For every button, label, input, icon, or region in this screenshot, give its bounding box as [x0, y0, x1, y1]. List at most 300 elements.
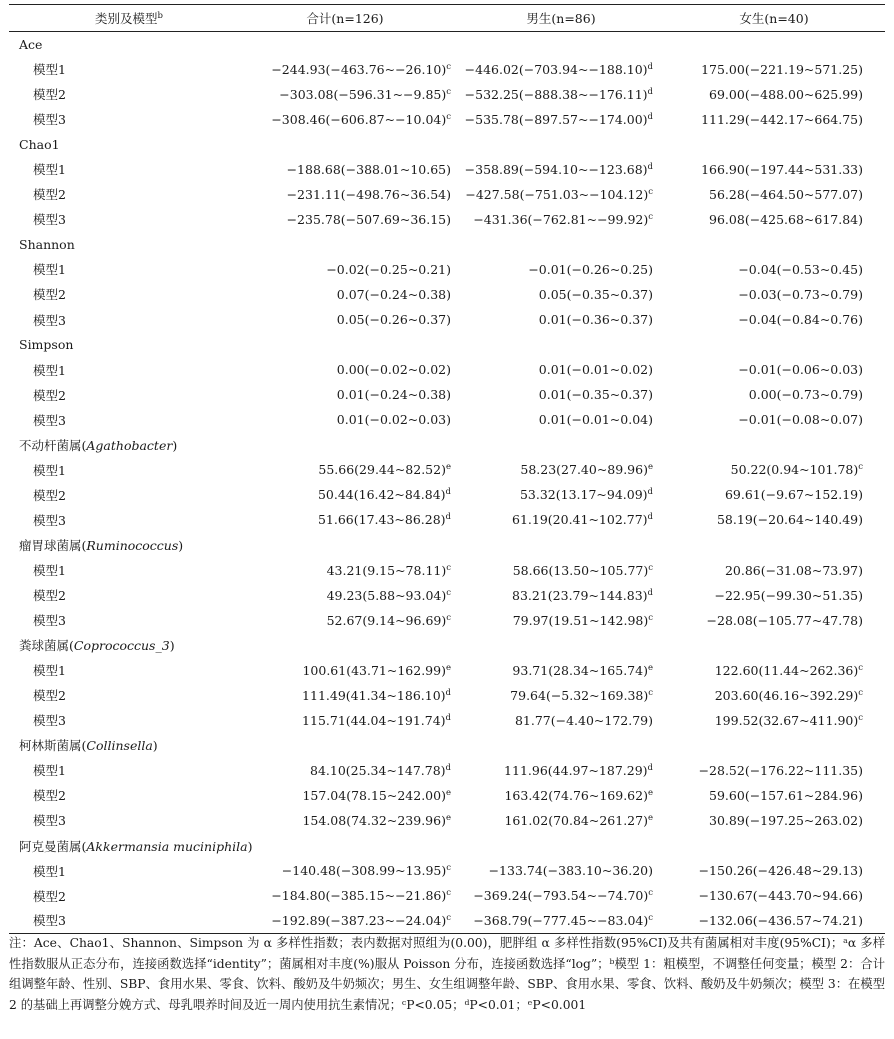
- model-label: 模型3: [33, 312, 66, 328]
- model-row: [9, 157, 885, 182]
- estimate-ci-value: 0.01(−0.35~0.37): [538, 387, 653, 403]
- male-value-cell: [459, 282, 663, 307]
- category-label: [9, 633, 885, 658]
- estimate-ci-value: 96.08(−425.68~617.84): [709, 211, 863, 227]
- female-value-cell: [663, 307, 885, 332]
- category-label: [9, 833, 885, 858]
- male-value-cell: [459, 783, 663, 808]
- estimate-ci-value: 81.77(−4.40~172.79): [514, 712, 653, 728]
- total-value-cell: [231, 783, 459, 808]
- significance-mark: e: [647, 787, 653, 798]
- model-row: [9, 858, 885, 883]
- significance-mark: d: [445, 712, 451, 723]
- estimate-ci-value: 50.22(0.94~101.78): [730, 462, 859, 478]
- male-value-cell: [459, 758, 663, 783]
- category-label: [9, 733, 885, 758]
- model-label: 模型1: [33, 62, 66, 78]
- female-value-cell: [663, 658, 885, 683]
- total-value-cell: [231, 382, 459, 407]
- male-value-cell: [459, 57, 663, 82]
- estimate-ci-value: 69.61(−9.67~152.19): [724, 487, 863, 503]
- model-row: [9, 257, 885, 282]
- male-value-cell: [459, 182, 663, 207]
- female-value-cell: [663, 207, 885, 232]
- total-value-cell: [231, 107, 459, 132]
- estimate-ci-value: 166.90(−197.44~531.33): [701, 161, 863, 177]
- estimate-ci-value: 122.60(11.44~262.36): [714, 662, 859, 678]
- estimate-ci-value: −308.46(−606.87~−10.04): [271, 111, 447, 127]
- estimate-ci-value: 199.52(32.67~411.90): [714, 712, 859, 728]
- model-label: 模型3: [33, 112, 66, 128]
- estimate-ci-value: 55.66(29.44~82.52): [318, 462, 446, 478]
- category-label: [9, 32, 885, 57]
- male-value-cell: [459, 257, 663, 282]
- male-value-cell: [459, 507, 663, 532]
- estimate-ci-value: −358.89(−594.10~−123.68): [464, 161, 648, 177]
- female-value-cell: [663, 482, 885, 507]
- estimate-ci-value: 163.42(74.76~169.62): [504, 787, 648, 803]
- estimate-ci-value: 0.00(−0.02~0.02): [336, 362, 451, 378]
- model-row: [9, 407, 885, 432]
- estimate-ci-value: 111.49(41.34~186.10): [302, 687, 446, 703]
- estimate-ci-value: 0.01(−0.36~0.37): [538, 312, 653, 328]
- estimate-ci-value: 51.66(17.43~86.28): [317, 512, 446, 528]
- estimate-ci-value: 0.01(−0.01~0.04): [538, 412, 653, 428]
- model-row: [9, 808, 885, 833]
- significance-mark: d: [445, 512, 451, 523]
- significance-mark: d: [647, 86, 653, 97]
- female-value-cell: [663, 382, 885, 407]
- model-label: 模型2: [33, 588, 66, 604]
- estimate-ci-value: −0.01(−0.08~0.07): [738, 412, 863, 428]
- model-label: 模型2: [33, 487, 66, 503]
- female-value-cell: [663, 783, 885, 808]
- category-latin-name: Collinsella: [86, 738, 153, 754]
- female-value-cell: [663, 557, 885, 582]
- total-value-cell: [231, 683, 459, 708]
- model-row: [9, 57, 885, 82]
- category-name-end: ): [172, 437, 178, 453]
- estimate-ci-value: −427.58(−751.03~−104.12): [465, 186, 649, 202]
- significance-mark: c: [648, 211, 653, 222]
- model-label: 模型3: [33, 813, 66, 829]
- header-category-model: [9, 5, 231, 32]
- total-value-cell: [231, 82, 459, 107]
- female-value-cell: [663, 708, 885, 733]
- model-label: 模型3: [33, 212, 66, 228]
- significance-mark: c: [648, 888, 653, 899]
- total-value-cell: [231, 658, 459, 683]
- estimate-ci-value: 52.67(9.14~96.69): [326, 612, 447, 628]
- significance-mark: c: [858, 662, 863, 673]
- estimate-ci-value: −244.93(−463.76~−26.10): [271, 61, 447, 77]
- significance-mark: d: [647, 487, 653, 498]
- female-value-cell: [663, 357, 885, 382]
- significance-mark: d: [445, 762, 451, 773]
- estimate-ci-value: 0.01(−0.24~0.38): [336, 387, 451, 403]
- female-value-cell: [663, 858, 885, 883]
- estimate-ci-value: 203.60(46.16~392.29): [714, 687, 859, 703]
- category-name: Simpson: [19, 337, 74, 353]
- total-value-cell: [231, 583, 459, 608]
- estimate-ci-value: 0.00(−0.73~0.79): [748, 387, 863, 403]
- model-label: 模型1: [33, 162, 66, 178]
- category-row: [9, 432, 885, 457]
- male-value-cell: [459, 457, 663, 482]
- category-label: [9, 132, 885, 157]
- total-value-cell: [231, 507, 459, 532]
- significance-mark: d: [647, 762, 653, 773]
- estimate-ci-value: 0.05(−0.35~0.37): [538, 286, 653, 302]
- category-row: [9, 532, 885, 557]
- header-row: [9, 5, 885, 32]
- significance-mark: e: [647, 812, 653, 823]
- model-label: 模型3: [9, 908, 231, 933]
- model-label: 模型2: [33, 287, 66, 303]
- total-value-cell: [231, 557, 459, 582]
- male-value-cell: [459, 708, 663, 733]
- estimate-ci-value: −431.36(−762.81~−99.92): [473, 211, 649, 227]
- model-row: [9, 482, 885, 507]
- total-value-cell: [231, 157, 459, 182]
- significance-mark: c: [648, 612, 653, 623]
- header-total: 合计(n=126): [231, 5, 459, 32]
- category-latin-name: Agathobacter: [86, 437, 173, 453]
- male-value-cell: [459, 658, 663, 683]
- estimate-ci-value: 115.71(44.04~191.74): [302, 712, 446, 728]
- significance-mark: c: [446, 86, 451, 97]
- model-row: [9, 182, 885, 207]
- significance-mark: c: [446, 863, 451, 874]
- estimate-ci-value: 53.32(13.17~94.09): [519, 487, 648, 503]
- significance-mark: e: [445, 787, 451, 798]
- estimate-ci-value: 56.28(−464.50~577.07): [709, 186, 863, 202]
- header-male: 男生(n=86): [459, 5, 663, 32]
- model-row: [9, 608, 885, 633]
- male-value-cell: [459, 107, 663, 132]
- significance-mark: c: [648, 562, 653, 573]
- model-row: [9, 883, 885, 908]
- significance-mark: c: [648, 186, 653, 197]
- model-label: 模型2: [33, 788, 66, 804]
- male-value-cell: [459, 82, 663, 107]
- male-value-cell: [459, 207, 663, 232]
- model-label: 模型3: [33, 613, 66, 629]
- male-value-cell: [459, 683, 663, 708]
- model-row: [9, 683, 885, 708]
- estimate-ci-value: 0.07(−0.24~0.38): [336, 286, 451, 302]
- estimate-ci-value: 157.04(78.15~242.00): [302, 787, 446, 803]
- significance-mark: e: [647, 662, 653, 673]
- model-label: 模型1: [33, 763, 66, 779]
- significance-mark: c: [446, 587, 451, 598]
- category-name-end: ): [178, 537, 184, 553]
- estimate-ci-value: −140.48(−308.99~13.95): [281, 863, 447, 879]
- total-value-cell: [231, 482, 459, 507]
- category-name: 瘤胃球菌属(: [19, 537, 87, 553]
- significance-mark: c: [858, 712, 863, 723]
- estimate-ci-value: 0.05(−0.26~0.37): [336, 312, 451, 328]
- male-value-cell: [459, 407, 663, 432]
- estimate-ci-value: 30.89(−197.25~263.02): [709, 812, 863, 828]
- estimate-ci-value: 79.64(−5.32~169.38): [510, 687, 649, 703]
- model-label: 模型1: [33, 563, 66, 578]
- model-row: [9, 382, 885, 407]
- category-label: [9, 432, 885, 457]
- category-label: [9, 332, 885, 357]
- estimate-ci-value: −535.78(−897.57~−174.00): [464, 111, 648, 127]
- category-row: [9, 733, 885, 758]
- total-value-cell: [231, 457, 459, 482]
- estimate-ci-value: −235.78(−507.69~36.15): [286, 211, 451, 227]
- category-name: Chao1: [19, 136, 60, 152]
- estimate-ci-value: 0.01(−0.01~0.02): [538, 362, 653, 378]
- significance-mark: d: [445, 487, 451, 498]
- significance-mark: e: [445, 662, 451, 673]
- model-label: 模型2: [33, 888, 66, 904]
- table-header: [9, 5, 885, 32]
- estimate-ci-value: −303.08(−596.31~−9.85): [279, 86, 447, 102]
- estimate-ci-value: −0.01(−0.26~0.25): [528, 261, 653, 277]
- significance-mark: c: [446, 562, 451, 573]
- estimate-ci-value: −22.95(−99.30~51.35): [714, 587, 863, 603]
- model-row: [9, 557, 885, 582]
- estimate-ci-value: −192.89(−387.23~−24.04): [271, 912, 447, 928]
- estimate-ci-value: 49.23(5.88~93.04): [326, 587, 447, 603]
- estimate-ci-value: −532.25(−888.38~−176.11): [464, 86, 648, 102]
- estimate-ci-value: −0.03(−0.73~0.79): [738, 286, 863, 302]
- category-row: [9, 332, 885, 357]
- male-value-cell: [459, 808, 663, 833]
- significance-mark: e: [445, 462, 451, 473]
- female-value-cell: [663, 758, 885, 783]
- total-value-cell: [231, 608, 459, 633]
- estimate-ci-value: −0.04(−0.53~0.45): [738, 261, 863, 277]
- category-name: 粪球菌属(: [19, 638, 74, 654]
- results-table: [9, 4, 885, 934]
- estimate-ci-value: −369.24(−793.54~−74.70): [473, 888, 649, 904]
- category-name-end: ): [169, 638, 175, 654]
- female-value-cell: [663, 583, 885, 608]
- male-value-cell: [459, 357, 663, 382]
- female-value-cell: [663, 82, 885, 107]
- total-value-cell: [231, 307, 459, 332]
- total-value-cell: [231, 708, 459, 733]
- model-label: 模型3: [33, 713, 66, 729]
- model-row: [9, 583, 885, 608]
- female-value-cell: [663, 608, 885, 633]
- category-name: 柯林斯菌属(: [19, 738, 87, 754]
- header-female: 女生(n=40): [663, 5, 885, 32]
- category-row: [9, 833, 885, 858]
- female-value-cell: [663, 407, 885, 432]
- male-value-cell: [459, 908, 663, 933]
- male-value-cell: [459, 482, 663, 507]
- estimate-ci-value: 154.08(74.32~239.96): [302, 812, 446, 828]
- estimate-ci-value: 69.00(−488.00~625.99): [709, 86, 863, 102]
- male-value-cell: [459, 157, 663, 182]
- total-value-cell: [231, 758, 459, 783]
- category-row: [9, 633, 885, 658]
- category-row: [9, 32, 885, 57]
- estimate-ci-value: 20.86(−31.08~73.97): [724, 562, 863, 578]
- estimate-ci-value: 111.96(44.97~187.29): [504, 762, 648, 778]
- estimate-ci-value: −184.80(−385.15~−21.86): [271, 888, 447, 904]
- model-row: [9, 307, 885, 332]
- estimate-ci-value: 59.60(−157.61~284.96): [709, 787, 863, 803]
- category-row: [9, 132, 885, 157]
- total-value-cell: [231, 357, 459, 382]
- estimate-ci-value: 175.00(−221.19~571.25): [701, 61, 863, 77]
- model-label: 模型2: [33, 87, 66, 103]
- estimate-ci-value: 61.19(20.41~102.77): [512, 512, 648, 528]
- estimate-ci-value: 58.66(13.50~105.77): [512, 562, 649, 578]
- category-label: [9, 232, 885, 257]
- estimate-ci-value: −0.02(−0.25~0.21): [326, 261, 451, 277]
- model-label: 模型1: [33, 262, 66, 278]
- model-row: [9, 107, 885, 132]
- significance-mark: c: [446, 888, 451, 899]
- estimate-ci-value: 161.02(70.84~261.27): [504, 812, 648, 828]
- total-value-cell: [231, 858, 459, 883]
- estimate-ci-value: 0.01(−0.02~0.03): [336, 412, 451, 428]
- category-name: Shannon: [19, 236, 75, 252]
- significance-mark: c: [446, 111, 451, 122]
- female-value-cell: [663, 107, 885, 132]
- model-row: [9, 357, 885, 382]
- table-body: [9, 32, 885, 934]
- model-label: 模型1: [33, 462, 66, 478]
- female-value-cell: [663, 57, 885, 82]
- estimate-ci-value: 58.19(−20.64~140.49): [716, 512, 863, 528]
- female-value-cell: [663, 182, 885, 207]
- total-value-cell: [231, 808, 459, 833]
- model-row: [9, 783, 885, 808]
- estimate-ci-value: 111.29(−442.17~664.75): [701, 111, 863, 127]
- total-value-cell: [231, 207, 459, 232]
- estimate-ci-value: −231.11(−498.76~36.54): [286, 186, 451, 202]
- category-name: Ace: [19, 36, 43, 52]
- category-name-end: ): [152, 738, 158, 754]
- model-row: [9, 507, 885, 532]
- header-footnote-mark: b: [157, 11, 163, 21]
- category-latin-name: Akkermansia muciniphila: [86, 838, 248, 854]
- model-row: [9, 282, 885, 307]
- model-row: [9, 457, 885, 482]
- category-row: [9, 232, 885, 257]
- significance-mark: d: [647, 61, 653, 72]
- female-value-cell: [663, 908, 885, 933]
- estimate-ci-value: −28.08(−105.77~47.78): [706, 612, 863, 628]
- female-value-cell: [663, 157, 885, 182]
- female-value-cell: [663, 683, 885, 708]
- male-value-cell: [459, 382, 663, 407]
- model-row: [9, 708, 885, 733]
- model-label: 模型3: [33, 412, 66, 428]
- female-value-cell: [663, 457, 885, 482]
- category-latin-name: Ruminococcus: [86, 537, 179, 553]
- male-value-cell: [459, 307, 663, 332]
- category-latin-name: Coprococcus_3: [73, 638, 170, 654]
- significance-mark: d: [647, 512, 653, 523]
- estimate-ci-value: −130.67(−443.70~94.66): [698, 888, 863, 904]
- total-value-cell: [231, 57, 459, 82]
- significance-mark: c: [858, 687, 863, 698]
- significance-mark: d: [647, 161, 653, 172]
- male-value-cell: [459, 557, 663, 582]
- model-row: [9, 908, 885, 933]
- estimate-ci-value: −132.06(−436.57~74.21): [698, 912, 863, 928]
- female-value-cell: [663, 282, 885, 307]
- total-value-cell: [231, 407, 459, 432]
- model-row: [9, 758, 885, 783]
- significance-mark: c: [446, 912, 451, 923]
- estimate-ci-value: −0.04(−0.84~0.76): [738, 312, 863, 328]
- significance-mark: c: [446, 61, 451, 72]
- significance-mark: d: [445, 687, 451, 698]
- male-value-cell: [459, 583, 663, 608]
- female-value-cell: [663, 257, 885, 282]
- estimate-ci-value: −28.52(−176.22~111.35): [698, 762, 863, 778]
- model-label: 模型1: [33, 863, 66, 879]
- male-value-cell: [459, 883, 663, 908]
- significance-mark: e: [647, 462, 653, 473]
- model-row: [9, 658, 885, 683]
- female-value-cell: [663, 883, 885, 908]
- model-label: 模型3: [33, 512, 66, 528]
- significance-mark: c: [446, 612, 451, 623]
- model-label: 模型2: [33, 688, 66, 704]
- estimate-ci-value: 79.97(19.51~142.98): [512, 612, 649, 628]
- model-row: [9, 82, 885, 107]
- estimate-ci-value: 84.10(25.34~147.78): [310, 762, 446, 778]
- total-value-cell: [231, 257, 459, 282]
- estimate-ci-value: −368.79(−777.45~−83.04): [473, 912, 649, 928]
- significance-mark: d: [647, 111, 653, 122]
- female-value-cell: [663, 808, 885, 833]
- estimate-ci-value: 58.23(27.40~89.96): [520, 462, 648, 478]
- category-name-end: ): [247, 838, 253, 854]
- female-value-cell: [663, 507, 885, 532]
- table-footnote: 注：Ace、Chao1、Shannon、Simpson 为 α 多样性指数；表内数据对照组为(0.00)，肥胖组 α 多样性指数(95%CI)及共有菌属相对丰度(95%CI)；ᵃα 多样性指数服从正态分布，连接函数选择“identity”；菌属相对丰度(%)服从 Poisson 分布，连接函数选择“log”；ᵇ模型 1：粗模型，不调整任何变量；模型 2：合计组调整年龄、性别、SBP、食用水果、零食、饮料、酸奶及牛奶频次；男生、女生组调整年龄、SBP、食用水果、零食、饮料、酸奶及牛奶频次；模型 3：在模型 2 的基础上再调整分娩方式、母乳喂养时间及近一周内使用抗生素情况；ᶜP<0.05；ᵈP<0.01；ᵉP<0.001: [9, 936, 885, 1012]
- estimate-ci-value: −188.68(−388.01~10.65): [286, 161, 451, 177]
- total-value-cell: [231, 182, 459, 207]
- estimate-ci-value: −446.02(−703.94~−188.10): [464, 61, 648, 77]
- estimate-ci-value: −133.74(−383.10~36.20): [488, 863, 653, 879]
- significance-mark: c: [648, 687, 653, 698]
- header-category-model-text: 类别及模型: [95, 11, 158, 26]
- total-value-cell: [231, 908, 459, 933]
- significance-mark: c: [858, 462, 863, 473]
- estimate-ci-value: 83.21(23.79~144.83): [512, 587, 648, 603]
- significance-mark: d: [647, 587, 653, 598]
- estimate-ci-value: −0.01(−0.06~0.03): [738, 362, 863, 378]
- male-value-cell: [459, 608, 663, 633]
- estimate-ci-value: 100.61(43.71~162.99): [302, 662, 446, 678]
- estimate-ci-value: 50.44(16.42~84.84): [317, 487, 446, 503]
- category-label: [9, 532, 885, 557]
- male-value-cell: [459, 858, 663, 883]
- total-value-cell: [231, 883, 459, 908]
- estimate-ci-value: −150.26(−426.48~29.13): [698, 863, 863, 879]
- category-name: 不动杆菌属(: [19, 437, 87, 453]
- category-name: 阿克曼菌属(: [19, 838, 87, 854]
- model-row: [9, 207, 885, 232]
- model-label: 模型2: [33, 187, 66, 203]
- model-label: 模型2: [33, 387, 66, 403]
- significance-mark: e: [445, 812, 451, 823]
- significance-mark: c: [648, 912, 653, 923]
